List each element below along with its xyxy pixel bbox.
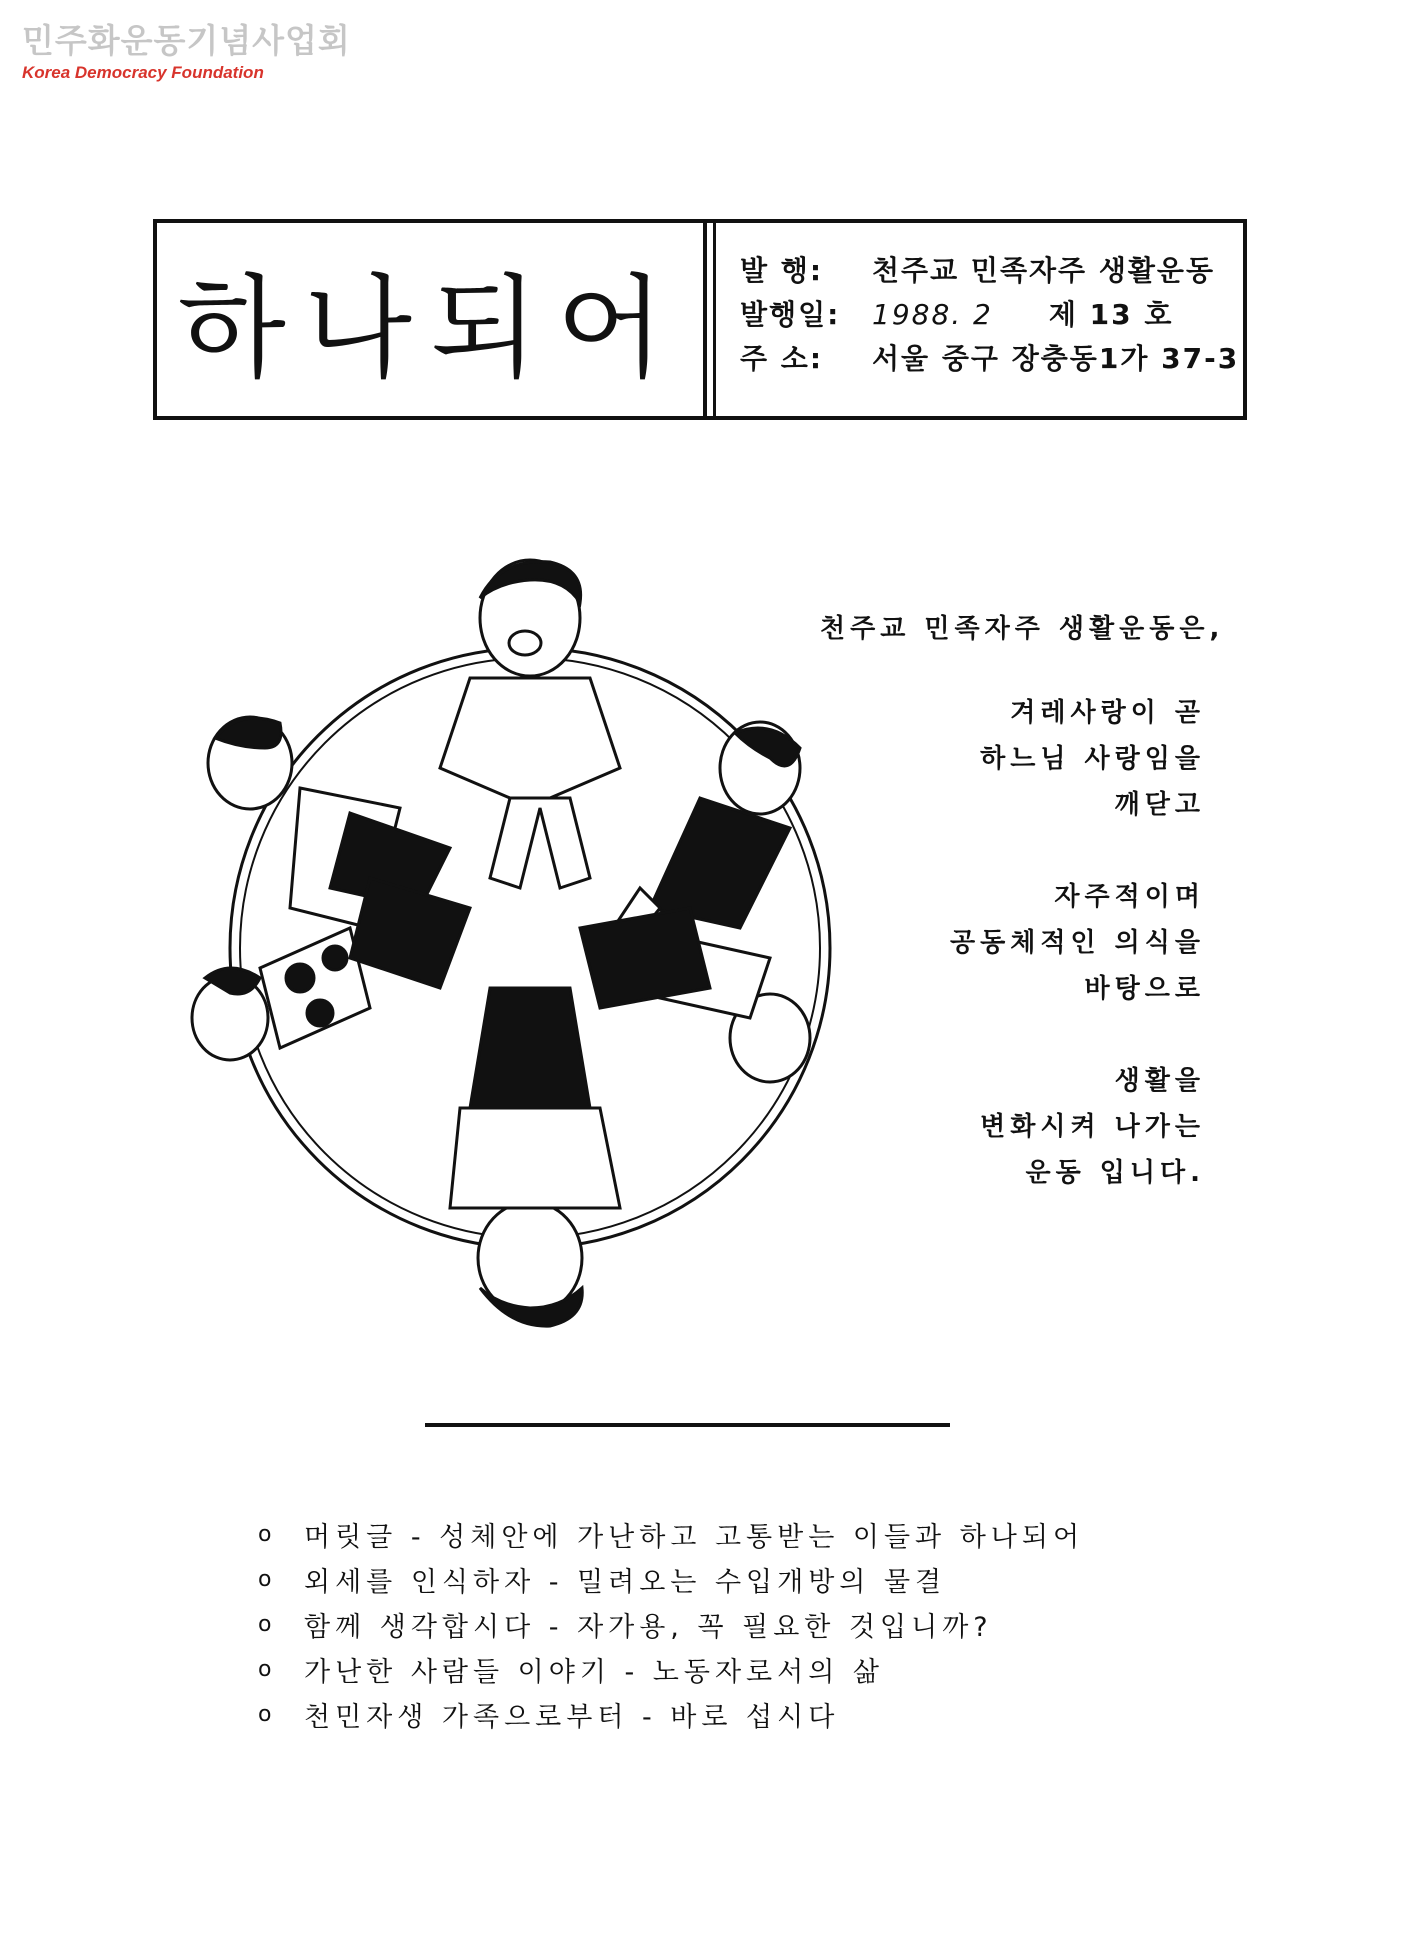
- toc-item: [258, 1602, 1084, 1647]
- bullet-icon: o: [258, 1522, 277, 1547]
- publication-info: [716, 223, 1243, 416]
- title-cell: [157, 223, 707, 416]
- figure-top: [440, 560, 620, 888]
- date-label: 발행일:: [740, 298, 841, 331]
- bullet-icon: o: [258, 1702, 277, 1727]
- bullet-icon: o: [258, 1567, 277, 1592]
- publisher-label: 발 행:: [740, 254, 824, 287]
- statement-line: 깨닫고: [1114, 790, 1205, 820]
- toc-item-text: 천민자생 가족으로부터 - 바로 섭시다: [304, 1702, 840, 1733]
- newsletter-title: 하나되어: [177, 264, 683, 394]
- statement-line: 바탕으로: [1084, 974, 1205, 1004]
- watermark-korean: 민주화운동기념사업회: [22, 21, 351, 60]
- toc-item: [258, 1692, 1084, 1737]
- address-value: 서울 중구 장충동1가 37-3: [872, 342, 1240, 375]
- statement-line: 겨레사랑이 곧: [1010, 698, 1205, 728]
- statement-spacer: [950, 1012, 1205, 1058]
- statement-line: 생활을: [1114, 1066, 1205, 1096]
- circle-of-people-illustration: [150, 548, 910, 1348]
- statement-spacer: [950, 828, 1205, 874]
- date-row: [740, 293, 1243, 337]
- issue-number: 제 13 호: [1048, 298, 1174, 331]
- watermark: [22, 22, 351, 84]
- section-divider: [425, 1423, 950, 1427]
- bullet-icon: o: [258, 1612, 277, 1637]
- publisher-row: [740, 249, 1243, 293]
- statement-line: 공동체적인 의식을: [950, 928, 1205, 958]
- publisher-value: 천주교 민족자주 생활운동: [872, 254, 1216, 287]
- statement-line: 변화시켜 나가는: [980, 1112, 1205, 1142]
- date-value: 1988. 2: [872, 298, 993, 331]
- statement-line: 운동 입니다.: [1025, 1158, 1205, 1188]
- toc-item-text: 머릿글 - 성체안에 가난하고 고통받는 이들과 하나되어: [304, 1522, 1085, 1553]
- figure-bottom: [450, 988, 620, 1326]
- toc-item: [258, 1647, 1084, 1692]
- figure-right-lower: [580, 908, 810, 1082]
- toc-item: [258, 1512, 1084, 1557]
- toc-item-text: 외세를 인식하자 - 밀려오는 수입개방의 물결: [304, 1567, 947, 1598]
- statement: [950, 690, 1205, 1196]
- statement-heading: 천주교 민족자주 생활운동은,: [820, 614, 1225, 644]
- statement-line: 하느님 사랑임을: [980, 744, 1205, 774]
- table-of-contents: [258, 1512, 1084, 1737]
- masthead: [153, 219, 1247, 420]
- address-label: 주 소:: [740, 342, 824, 375]
- bullet-icon: o: [258, 1657, 277, 1682]
- statement-line: 자주적이며: [1054, 882, 1205, 912]
- masthead-divider: [707, 223, 716, 416]
- toc-item-text: 가난한 사람들 이야기 - 노동자로서의 삶: [304, 1657, 884, 1688]
- watermark-english: Korea Democracy Foundation: [22, 63, 264, 82]
- address-row: [740, 337, 1243, 381]
- toc-item: [258, 1557, 1084, 1602]
- toc-item-text: 함께 생각합시다 - 자가용, 꼭 필요한 것입니까?: [304, 1612, 993, 1643]
